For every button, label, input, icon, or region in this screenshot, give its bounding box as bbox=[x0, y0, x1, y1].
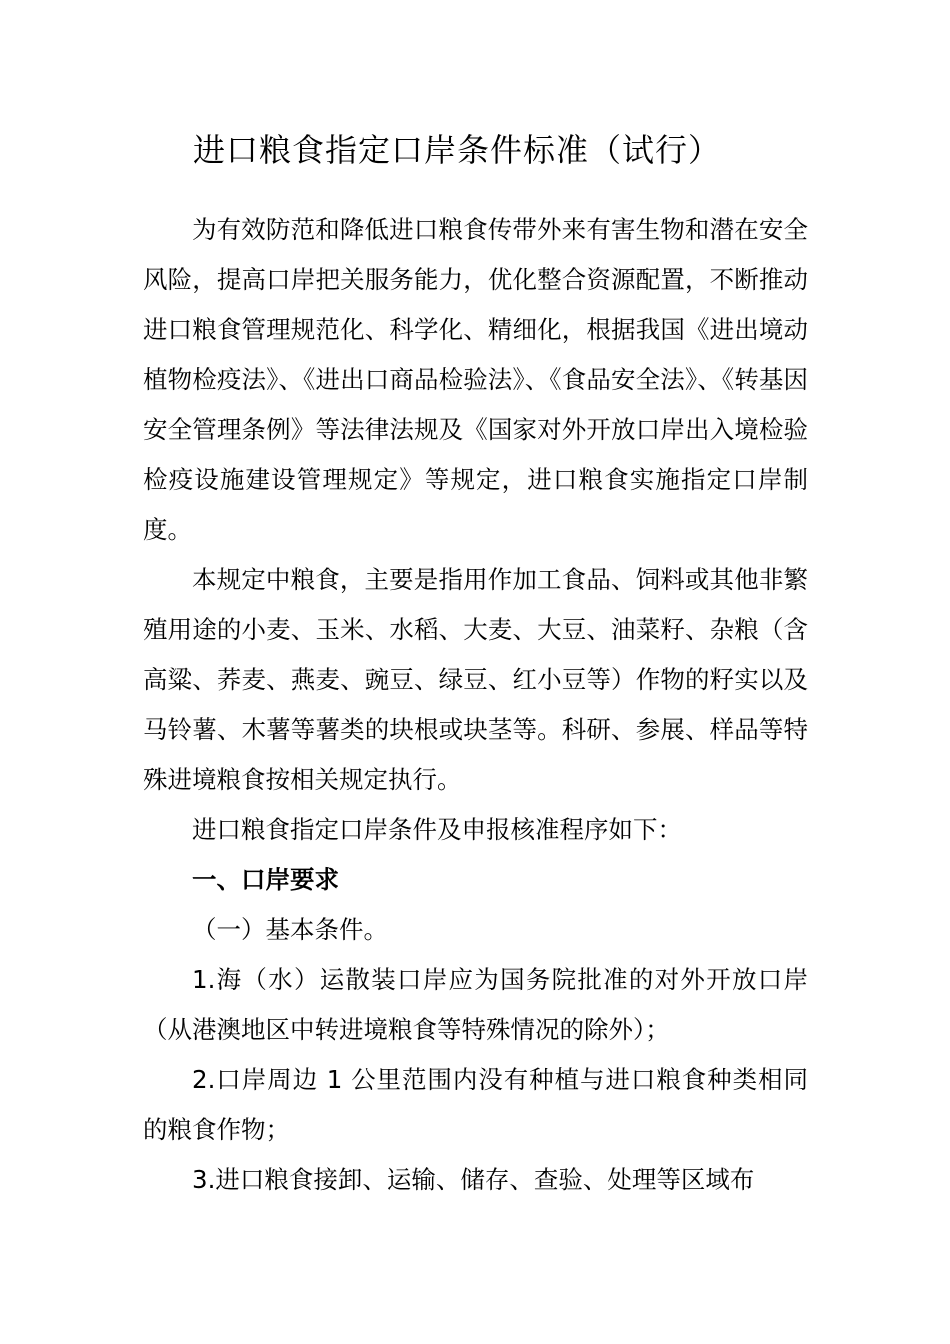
section-heading: 一、口岸要求 bbox=[192, 865, 339, 894]
subsection-heading: （一）基本条件。 bbox=[192, 915, 388, 944]
document-title: 进口粮食指定口岸条件标准（试行） bbox=[193, 131, 722, 169]
list-item: 2.口岸周边 1 公里范围内没有种植与进口粮食种类相同的粮食作物； bbox=[143, 1065, 808, 1144]
paragraph-scope: 本规定中粮食，主要是指用作加工食品、饲料或其他非繁殖用途的小麦、玉米、水稻、大麦、大豆、油菜籽、杂粮（含高粱、荞麦、燕麦、豌豆、绿豆、红小豆等）作物的籽实以及马铃薯、木薯等薯类的块根或块茎等。科研、参展、样品等特殊进境粮食按相关规定执行。 bbox=[143, 565, 808, 794]
paragraph-lead: 进口粮食指定口岸条件及申报核准程序如下： bbox=[192, 815, 682, 844]
list-item: 1.海（水）运散装口岸应为国务院批准的对外开放口岸（从港澳地区中转进境粮食等特殊情况的除外）； bbox=[143, 965, 808, 1044]
list-item: 3.进口粮食接卸、运输、储存、查验、处理等区域布 bbox=[192, 1165, 755, 1194]
document-body bbox=[143, 205, 808, 1205]
paragraph-intro: 为有效防范和降低进口粮食传带外来有害生物和潜在安全风险，提高口岸把关服务能力，优化整合资源配置，不断推动进口粮食管理规范化、科学化、精细化，根据我国《进出境动植物检疫法》、《进出口商品检验法》、《食品安全法》、《转基因安全管理条例》等法律法规及《国家对外开放口岸出入境检验检疫设施建设管理规定》等规定，进口粮食实施指定口岸制度。 bbox=[143, 215, 808, 544]
